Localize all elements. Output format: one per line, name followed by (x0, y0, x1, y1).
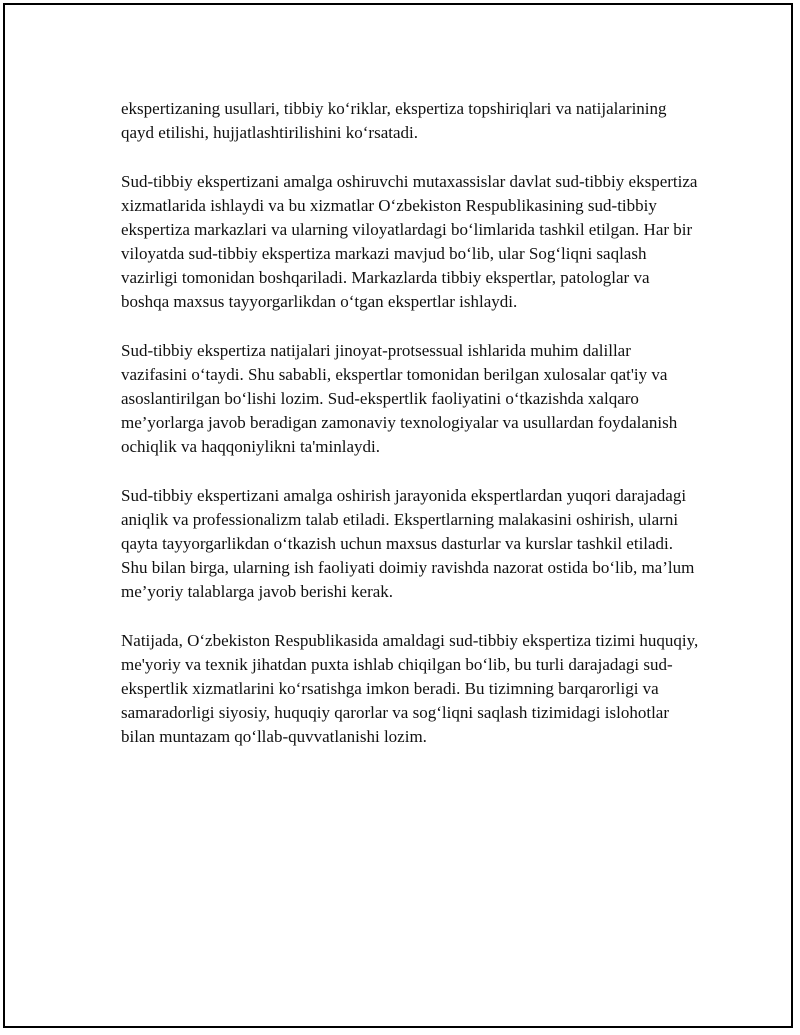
paragraph-4: Sud-tibbiy ekspertizani amalga oshirish jarayonida ekspertlardan yuqori darajadagi aniqlik va professionalizm talab etiladi. Ekspertlarning malakasini oshirish, ularni qayta tayyorgarlikdan o‘tkazish uchun maxsus dasturlar va kurslar tashkil etiladi. Shu bilan birga, ularning ish faoliyati doimiy ravishda nazorat ostida bo‘lib, ma’lum me’yoriy talablarga javob berishi kerak. (121, 486, 695, 601)
paragraph-2: Sud-tibbiy ekspertizani amalga oshiruvchi mutaxassislar davlat sud-tibbiy ekspertiza xizmatlarida ishlaydi va bu xizmatlar O‘zbekiston Respublikasining sud-tibbiy ekspertiza markazlari va ularning viloyatlardagi bo‘limlarida tashkil etilgan. Har bir viloyatda sud-tibbiy ekspertiza markazi mavjud bo‘lib, ular Sog‘liqni saqlash vazirligi tomonidan boshqariladi. Markazlarda tibbiy ekspertlar, patologlar va boshqa maxsus tayyorgarlikdan o‘tgan ekspertlar ishlaydi. (121, 172, 698, 311)
document-page (3, 3, 793, 1028)
paragraph-1: ekspertizaning usullari, tibbiy ko‘riklar, ekspertiza topshiriqlari va natijalarining qayd etilishi, hujjatlashtirilishini ko‘rsatadi. (121, 99, 667, 142)
document-body (121, 97, 701, 774)
paragraph-5: Natijada, O‘zbekiston Respublikasida amaldagi sud-tibbiy ekspertiza tizimi huquqiy, me'yoriy va texnik jihatdan puxta ishlab chiqilgan bo‘lib, bu turli darajadagi sud-ekspertlik xizmatlarini ko‘rsatishga imkon beradi. Bu tizimning barqarorligi va samaradorligi siyosiy, huquqiy qarorlar va sog‘liqni saqlash tizimidagi islohotlar bilan muntazam qo‘llab-quvvatlanishi lozim. (121, 631, 699, 746)
paragraph-3: Sud-tibbiy ekspertiza natijalari jinoyat-protsessual ishlarida muhim dalillar vazifasini o‘taydi. Shu sababli, ekspertlar tomonidan berilgan xulosalar qat'iy va asoslantirilgan bo‘lishi lozim. Sud-ekspertlik faoliyatini o‘tkazishda xalqaro me’yorlarga javob beradigan zamonaviy texnologiyalar va usullardan foydalanish ochiqlik va haqqoniylikni ta'minlaydi. (121, 341, 678, 456)
